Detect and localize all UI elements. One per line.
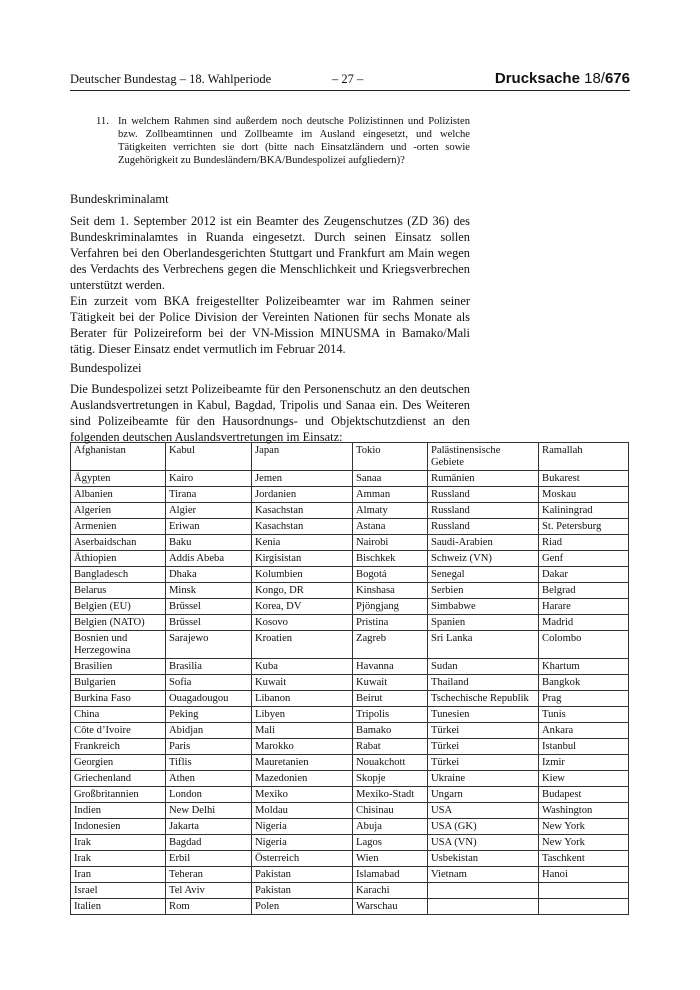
table-row bbox=[71, 819, 629, 835]
table-cell: Teheran bbox=[166, 867, 252, 883]
table-cell: Ankara bbox=[539, 723, 629, 739]
table-cell: Saudi-Arabien bbox=[428, 535, 539, 551]
table-cell: Thailand bbox=[428, 675, 539, 691]
table-cell: Kirgisistan bbox=[252, 551, 353, 567]
table-cell: Griechenland bbox=[71, 771, 166, 787]
table-cell: Algerien bbox=[71, 503, 166, 519]
table-cell: Belgien (EU) bbox=[71, 599, 166, 615]
table-cell: Frankreich bbox=[71, 739, 166, 755]
table-cell: Iran bbox=[71, 867, 166, 883]
table-cell: Bamako bbox=[353, 723, 428, 739]
table-cell: Albanien bbox=[71, 487, 166, 503]
table-cell: Japan bbox=[252, 443, 353, 471]
table-cell: Abidjan bbox=[166, 723, 252, 739]
table-cell: Irak bbox=[71, 851, 166, 867]
table-cell: Großbritannien bbox=[71, 787, 166, 803]
table-cell: Skopje bbox=[353, 771, 428, 787]
table-row bbox=[71, 615, 629, 631]
table-cell: Mazedonien bbox=[252, 771, 353, 787]
paragraph-bka-1: Seit dem 1. September 2012 ist ein Beamter des Zeugenschutzes (ZD 36) des Bundeskriminalamtes in Ruanda eingesetzt. Durch seinen Einsatz sollen Verfahren bei den Oberlandesgerichten Stuttgart und Frankfurt am Main wegen des Verdachts des Verbrechens gegen die Menschlichkeit und Kriegsverbrechen unterstützt werden. bbox=[70, 214, 470, 292]
table-cell: Jordanien bbox=[252, 487, 353, 503]
table-row bbox=[71, 899, 629, 915]
table-cell: Bangladesch bbox=[71, 567, 166, 583]
table-row bbox=[71, 771, 629, 787]
deployment-locations-table bbox=[70, 442, 629, 915]
table-cell: Nigeria bbox=[252, 835, 353, 851]
table-cell: Pristina bbox=[353, 615, 428, 631]
table-cell: Italien bbox=[71, 899, 166, 915]
table-cell: Bosnien und Herzegowina bbox=[71, 631, 166, 659]
table-cell: London bbox=[166, 787, 252, 803]
table-cell: Ramallah bbox=[539, 443, 629, 471]
table-cell: Kiew bbox=[539, 771, 629, 787]
table-cell: St. Petersburg bbox=[539, 519, 629, 535]
table-cell: Tiflis bbox=[166, 755, 252, 771]
table-cell: Türkei bbox=[428, 755, 539, 771]
header-page-number: – 27 – bbox=[332, 72, 364, 86]
header-rule bbox=[70, 90, 630, 91]
table-cell: Karachi bbox=[353, 883, 428, 899]
table-cell: Armenien bbox=[71, 519, 166, 535]
table-cell: Erbil bbox=[166, 851, 252, 867]
table-cell: Sofia bbox=[166, 675, 252, 691]
table-cell: Lagos bbox=[353, 835, 428, 851]
table-cell: Pakistan bbox=[252, 867, 353, 883]
table-row bbox=[71, 519, 629, 535]
table-cell: Zagreb bbox=[353, 631, 428, 659]
table-cell: Mauretanien bbox=[252, 755, 353, 771]
table-cell: Belgrad bbox=[539, 583, 629, 599]
table-cell: Rabat bbox=[353, 739, 428, 755]
table-cell: Kasachstan bbox=[252, 503, 353, 519]
table-cell: Brasilien bbox=[71, 659, 166, 675]
table-cell bbox=[428, 883, 539, 899]
table-cell: Sudan bbox=[428, 659, 539, 675]
table-cell: Addis Abeba bbox=[166, 551, 252, 567]
table-cell: Athen bbox=[166, 771, 252, 787]
table-cell: Moldau bbox=[252, 803, 353, 819]
table-cell: Minsk bbox=[166, 583, 252, 599]
table-cell: Kroatien bbox=[252, 631, 353, 659]
table-cell: Belgien (NATO) bbox=[71, 615, 166, 631]
table-cell: Bogotá bbox=[353, 567, 428, 583]
table-cell: Tel Aviv bbox=[166, 883, 252, 899]
table-cell: Vietnam bbox=[428, 867, 539, 883]
table-cell: Tunis bbox=[539, 707, 629, 723]
table-cell: Kenia bbox=[252, 535, 353, 551]
table-cell: Colombo bbox=[539, 631, 629, 659]
table-cell: Sri Lanka bbox=[428, 631, 539, 659]
table-row bbox=[71, 659, 629, 675]
table-cell: Wien bbox=[353, 851, 428, 867]
table-cell: Äthiopien bbox=[71, 551, 166, 567]
question-text: In welchem Rahmen sind außerdem noch deutsche Polizistinnen und Polizisten bzw. Zollbeamtinnen und Zollbeamte im Ausland eingesetzt, und welche Tätigkeiten verrichten sie dort (bitte nach Einsatzländern und -orten sowie Zugehörigkeit zu Bundesländern/BKA/Bundespolizei aufgliedern)? bbox=[118, 116, 470, 166]
table-cell: Kolumbien bbox=[252, 567, 353, 583]
table-cell: Eriwan bbox=[166, 519, 252, 535]
table-cell: Mexiko bbox=[252, 787, 353, 803]
table-cell: Côte d’Ivoire bbox=[71, 723, 166, 739]
table-row bbox=[71, 583, 629, 599]
table-cell: Chisinau bbox=[353, 803, 428, 819]
table-cell: Peking bbox=[166, 707, 252, 723]
table-cell: USA (VN) bbox=[428, 835, 539, 851]
paragraph-bundespolizei: Die Bundespolizei setzt Polizeibeamte für den Personenschutz an den deutschen Auslandsvertretungen in Kabul, Bagdad, Tripolis und Sanaa ein. Des Weiteren sind Polizeibeamte für den Hausordnungs- und Objektschutzdienst an den folgenden deutschen Auslandsvertretungen im Einsatz: bbox=[70, 382, 470, 444]
table-cell: Schweiz (VN) bbox=[428, 551, 539, 567]
table-cell: Istanbul bbox=[539, 739, 629, 755]
table-cell bbox=[539, 899, 629, 915]
table-cell: New Delhi bbox=[166, 803, 252, 819]
table-cell: Brüssel bbox=[166, 599, 252, 615]
table-cell: Libyen bbox=[252, 707, 353, 723]
table-cell: Bagdad bbox=[166, 835, 252, 851]
table-cell: Kongo, DR bbox=[252, 583, 353, 599]
table-cell: Taschkent bbox=[539, 851, 629, 867]
table-cell: Afghanistan bbox=[71, 443, 166, 471]
table-cell: Kaliningrad bbox=[539, 503, 629, 519]
table-cell: Nouakchott bbox=[353, 755, 428, 771]
table-cell: Brasilia bbox=[166, 659, 252, 675]
table-cell: Österreich bbox=[252, 851, 353, 867]
table-row bbox=[71, 471, 629, 487]
table-cell: Tokio bbox=[353, 443, 428, 471]
table-cell: Ukraine bbox=[428, 771, 539, 787]
table-cell: Genf bbox=[539, 551, 629, 567]
table-cell: Pjöngjang bbox=[353, 599, 428, 615]
table-cell: Indonesien bbox=[71, 819, 166, 835]
table-cell: Kosovo bbox=[252, 615, 353, 631]
table-cell: Mali bbox=[252, 723, 353, 739]
table-cell: New York bbox=[539, 835, 629, 851]
table-body bbox=[71, 443, 629, 915]
table-cell: Simbabwe bbox=[428, 599, 539, 615]
table-cell bbox=[428, 899, 539, 915]
table-cell: Kuwait bbox=[252, 675, 353, 691]
table-cell: USA bbox=[428, 803, 539, 819]
table-cell: Havanna bbox=[353, 659, 428, 675]
table-cell: Palästinensische Gebiete bbox=[428, 443, 539, 471]
header-drucksache-volume: 18/ bbox=[584, 70, 605, 87]
table-cell: Islamabad bbox=[353, 867, 428, 883]
table-cell: Usbekistan bbox=[428, 851, 539, 867]
table-cell: Hanoi bbox=[539, 867, 629, 883]
table-cell: Paris bbox=[166, 739, 252, 755]
table-cell: Mexiko-Stadt bbox=[353, 787, 428, 803]
table-cell: Baku bbox=[166, 535, 252, 551]
question-number: 11. bbox=[96, 116, 109, 127]
table-cell: Kuwait bbox=[353, 675, 428, 691]
table-row bbox=[71, 803, 629, 819]
table-cell: Sanaa bbox=[353, 471, 428, 487]
table-row bbox=[71, 723, 629, 739]
table-cell: Irak bbox=[71, 835, 166, 851]
table-cell: Dakar bbox=[539, 567, 629, 583]
table-cell: Jakarta bbox=[166, 819, 252, 835]
table-row bbox=[71, 631, 629, 659]
table-cell: Algier bbox=[166, 503, 252, 519]
table-cell: Kairo bbox=[166, 471, 252, 487]
table-cell: Bischkek bbox=[353, 551, 428, 567]
table-cell: China bbox=[71, 707, 166, 723]
table-cell: Ungarn bbox=[428, 787, 539, 803]
table-cell: Nairobi bbox=[353, 535, 428, 551]
table-cell: Tirana bbox=[166, 487, 252, 503]
table-cell: USA (GK) bbox=[428, 819, 539, 835]
table-cell: Kuba bbox=[252, 659, 353, 675]
table-cell: Amman bbox=[353, 487, 428, 503]
table-cell: Senegal bbox=[428, 567, 539, 583]
table-row bbox=[71, 883, 629, 899]
table-cell: Riad bbox=[539, 535, 629, 551]
table-cell: Bangkok bbox=[539, 675, 629, 691]
table-cell: Almaty bbox=[353, 503, 428, 519]
table-cell: Jemen bbox=[252, 471, 353, 487]
table-row bbox=[71, 867, 629, 883]
table-cell: New York bbox=[539, 819, 629, 835]
table-row bbox=[71, 599, 629, 615]
table-cell: Türkei bbox=[428, 739, 539, 755]
header-periodical: Deutscher Bundestag – 18. Wahlperiode bbox=[70, 72, 272, 86]
page-header bbox=[70, 70, 630, 90]
table-row bbox=[71, 835, 629, 851]
table-cell: Astana bbox=[353, 519, 428, 535]
table-cell: Rom bbox=[166, 899, 252, 915]
table-cell: Polen bbox=[252, 899, 353, 915]
table-cell: Pakistan bbox=[252, 883, 353, 899]
table-row bbox=[71, 739, 629, 755]
table-cell: Russland bbox=[428, 503, 539, 519]
table-row bbox=[71, 707, 629, 723]
table-cell: Kinshasa bbox=[353, 583, 428, 599]
table-cell: Budapest bbox=[539, 787, 629, 803]
table-row bbox=[71, 755, 629, 771]
table-cell: Dhaka bbox=[166, 567, 252, 583]
table-cell: Burkina Faso bbox=[71, 691, 166, 707]
table-cell: Prag bbox=[539, 691, 629, 707]
table-row bbox=[71, 691, 629, 707]
table-cell: Moskau bbox=[539, 487, 629, 503]
table-cell: Warschau bbox=[353, 899, 428, 915]
table-cell: Tripolis bbox=[353, 707, 428, 723]
table-cell: Belarus bbox=[71, 583, 166, 599]
table-cell: Bukarest bbox=[539, 471, 629, 487]
table-row bbox=[71, 487, 629, 503]
paragraph-bka-2: Ein zurzeit vom BKA freigestellter Polizeibeamter war im Rahmen seiner Tätigkeit bei der Police Division der Vereinten Nationen für sechs Monate als Berater für Polizeireform bei der VN-Mission MINUSMA in Bamako/Mali tätig. Dieser Einsatz endet vermutlich im Februar 2014. bbox=[70, 294, 470, 356]
heading-bundespolizei: Bundespolizei bbox=[70, 361, 142, 375]
table-cell: Indien bbox=[71, 803, 166, 819]
table-cell: Washington bbox=[539, 803, 629, 819]
table-cell: Serbien bbox=[428, 583, 539, 599]
table-row bbox=[71, 675, 629, 691]
table-cell: Abuja bbox=[353, 819, 428, 835]
heading-bundeskriminalamt: Bundeskriminalamt bbox=[70, 192, 169, 206]
table-cell: Libanon bbox=[252, 691, 353, 707]
table-cell: Khartum bbox=[539, 659, 629, 675]
table-cell: Tschechische Republik bbox=[428, 691, 539, 707]
table-cell: Brüssel bbox=[166, 615, 252, 631]
table-cell: Korea, DV bbox=[252, 599, 353, 615]
table-cell: Nigeria bbox=[252, 819, 353, 835]
table-cell: Russland bbox=[428, 519, 539, 535]
table-cell: Kabul bbox=[166, 443, 252, 471]
table-cell: Georgien bbox=[71, 755, 166, 771]
table-cell: Ägypten bbox=[71, 471, 166, 487]
table-cell: Türkei bbox=[428, 723, 539, 739]
table-row bbox=[71, 503, 629, 519]
table-cell: Izmir bbox=[539, 755, 629, 771]
table-cell: Rumänien bbox=[428, 471, 539, 487]
table-cell: Harare bbox=[539, 599, 629, 615]
question-block bbox=[96, 115, 470, 167]
table-row bbox=[71, 443, 629, 471]
table-cell: Kasachstan bbox=[252, 519, 353, 535]
table-cell: Madrid bbox=[539, 615, 629, 631]
table-cell: Bulgarien bbox=[71, 675, 166, 691]
table-cell: Aserbaidschan bbox=[71, 535, 166, 551]
table-cell: Sarajewo bbox=[166, 631, 252, 659]
table-row bbox=[71, 851, 629, 867]
table-row bbox=[71, 535, 629, 551]
header-drucksache-label: Drucksache bbox=[494, 70, 580, 87]
table-cell: Israel bbox=[71, 883, 166, 899]
header-drucksache-number: 676 bbox=[604, 70, 630, 87]
table-cell: Ouagadougou bbox=[166, 691, 252, 707]
header-document-id bbox=[495, 70, 630, 87]
table-cell: Russland bbox=[428, 487, 539, 503]
table-cell: Beirut bbox=[353, 691, 428, 707]
table-cell: Marokko bbox=[252, 739, 353, 755]
table-row bbox=[71, 787, 629, 803]
table-cell: Tunesien bbox=[428, 707, 539, 723]
table-row bbox=[71, 551, 629, 567]
table-cell bbox=[539, 883, 629, 899]
table-row bbox=[71, 567, 629, 583]
table-cell: Spanien bbox=[428, 615, 539, 631]
